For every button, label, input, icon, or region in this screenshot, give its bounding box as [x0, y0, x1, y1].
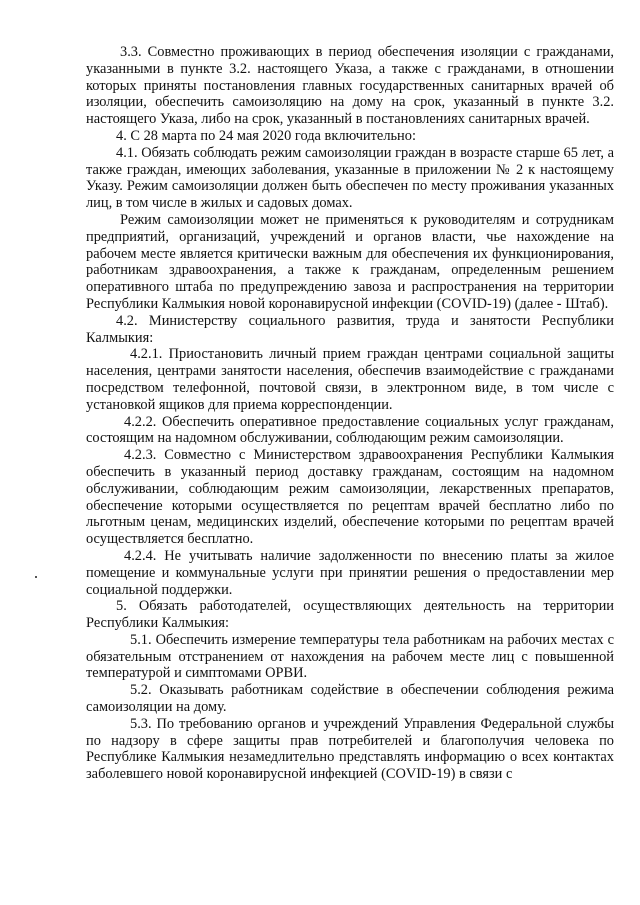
paragraph-4-2-4: 4.2.4. Не учитывать наличие задолженности по внесению платы за жилое помещение и коммунальные услуги при принятии решения о предоставлении мер социальной поддержки. [86, 547, 614, 598]
paragraph-4-1: 4.1. Обязать соблюдать режим самоизоляции граждан в возрасте старше 65 лет, а также граждан, имеющих заболевания, указанные в приложении № 2 к настоящему Указу. Режим самоизоляции должен быть обеспечен по месту проживания указанных лиц, в том числе в жилых и садовых домах. [86, 144, 614, 212]
paragraph-5-2: 5.2. Оказывать работникам содействие в обеспечении соблюдения режима самоизоляции на дому. [86, 682, 614, 716]
scan-speck [35, 576, 37, 578]
paragraph-5-1: 5.1. Обеспечить измерение температуры тела работникам на рабочих местах с обязательным отстранением от нахождения на рабочем месте лиц с повышенной температурой и симптомами ОРВИ. [86, 631, 614, 682]
paragraph-4: 4. С 28 марта по 24 мая 2020 года включительно: [116, 127, 416, 144]
paragraph-4-2-3: 4.2.3. Совместно с Министерством здравоохранения Республики Калмыкия обеспечить в указанный период доставку гражданам, состоящим на надомном обслуживании, соблюдающим режим самоизоляции, лекарственных препаратов, обеспечение которыми осуществляется по рецептам врачей бесплатно либо по льготным ценам, медицинских изделий, обеспечение которыми по рецептам врачей осуществляется бесплатно. [86, 447, 614, 548]
paragraph-4-2: 4.2. Министерству социального развития, труда и занятости Республики Калмыкия: [86, 312, 614, 346]
document-body [86, 44, 614, 783]
paragraph-4-2-2: 4.2.2. Обеспечить оперативное предоставление социальных услуг гражданам, состоящим на надомном обслуживании, соблюдающим режим самоизоляции. [86, 413, 614, 447]
paragraph-5: 5. Обязать работодателей, осуществляющих деятельность на территории Республики Калмыкия: [86, 598, 614, 632]
paragraph-3-3: 3.3. Совместно проживающих в период обеспечения изоляции с гражданами, указанными в пункте 3.2. настоящего Указа, а также с гражданами, в отношении которых приняты постановления главных государственных санитарных врачей об изоляции, обеспечить самоизоляцию на дому на срок, указанный в пункте 3.2. настоящего Указа, либо на срок, указанный в постановлениях санитарных врачей. [86, 44, 614, 128]
paragraph-4-2-1: 4.2.1. Приостановить личный прием граждан центрами социальной защиты населения, центрами занятости населения, обеспечив взаимодействие с гражданами посредством телефонной, почтовой связи, в электронном виде, в том числе с установкой ящиков для приема корреспонденции. [86, 346, 614, 413]
paragraph-4-1-exceptions: Режим самоизоляции может не применяться к руководителям и сотрудникам предприятий, организаций, учреждений и органов власти, чье нахождение на рабочем месте является критически важным для обеспечения их функционирования, работникам здравоохранения, а также к гражданам, определенным решением оперативного штаба по предупреждению завоза и распространения на территории Республики Калмыкия новой коронавирусной инфекции (COVID-19) (далее - Штаб). [86, 211, 614, 312]
paragraph-5-3: 5.3. По требованию органов и учреждений Управления Федеральной службы по надзору в сфере защиты прав потребителей и благополучия человека по Республике Калмыкия незамедлительно представлять информацию о всех контактах заболевшего новой коронавирусной инфекцией (COVID-19) в связи с [86, 715, 614, 783]
